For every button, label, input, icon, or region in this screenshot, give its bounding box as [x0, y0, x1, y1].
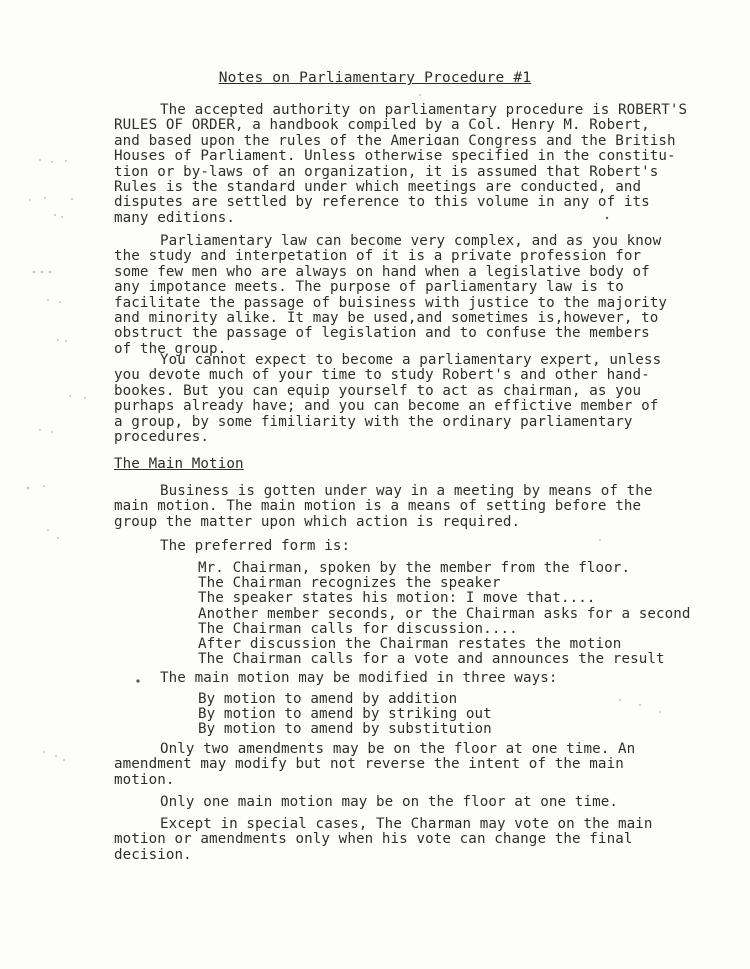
paragraph-line: bookes. But you can equip yourself to act as chairman, as you — [114, 382, 642, 399]
paragraph-line: decision. — [114, 846, 192, 863]
paragraph-line: some few men who are always on hand when a legislative body of — [114, 263, 650, 280]
procedure-step: The speaker states his motion: I move that.... — [198, 590, 596, 607]
paragraph-line: Business is gotten under way in a meeting by means of the — [160, 483, 653, 499]
paragraph-line: many editions. — [114, 209, 235, 226]
paragraph-line: facilitate the passage of buisiness with justice to the majority — [114, 294, 668, 311]
paragraph-line: RULES OF ORDER, a handbook compiled by a Col. Henry M. Robert, — [114, 117, 650, 134]
paragraph-line: tion or by-laws of an organization, it is assumed that Robert's — [114, 163, 659, 180]
section-heading: The Main Motion — [114, 456, 244, 472]
paragraph-line: purhaps already have; and you can become an effictive member of — [114, 398, 659, 415]
paragraph-line: and based upon the rules of the Ameriɑan Congress and the British — [114, 132, 676, 149]
paragraph-line: obstruct the passage of legislation and to confuse the members — [114, 325, 650, 342]
paragraph-line: of the group. — [114, 340, 227, 357]
preferred-form-label: The preferred form is: — [160, 538, 351, 554]
modify-way: By motion to amend by addition — [198, 691, 458, 707]
paragraph-line: a group, by some fimiliarity with the ordinary parliamentary — [114, 413, 633, 430]
procedure-step: The Chairman calls for discussion.... — [198, 620, 518, 637]
modify-label: The main motion may be modified in three ways: — [160, 670, 558, 686]
paragraph-line: Houses of Parliament. Unless otherwise specified in the constitu- — [114, 148, 676, 165]
procedure-step: After discussion the Chairman restates the motion — [198, 636, 622, 652]
procedure-step: The Chairman recognizes the speaker — [198, 575, 501, 592]
procedure-step: Mr. Chairman, spoken by the member from the floor. — [198, 560, 631, 576]
paragraph-line: and minority alike. It may be used,and sometimes is,however, to — [114, 310, 659, 326]
paragraph-line: disputes are settled by reference to this volume in any of its — [114, 194, 650, 211]
modify-way: By motion to amend by striking out — [198, 705, 492, 722]
paragraph-line: The accepted authority on parliamentary procedure is ROBERT'S — [160, 102, 688, 118]
paragraph-line: Rules is the standard under which meetings are conducted, and — [114, 179, 642, 195]
paragraph-line: procedures. — [114, 429, 210, 445]
paragraph-line: Only two amendments may be on the floor at one time. An — [160, 741, 636, 757]
modify-way: By motion to amend by substitution — [198, 720, 492, 737]
paragraph-line: Except in special cases, The Charman may vote on the main — [160, 816, 653, 832]
paragraph-line: you devote much of your time to study Robert's and other hand- — [114, 367, 650, 384]
procedure-step: Another member seconds, or the Chairman asks for a second — [198, 605, 691, 622]
paragraph-line: any impotance meets. The purpose of parliamentary law is to — [114, 279, 624, 296]
paragraph-line: motion. — [114, 771, 175, 788]
paragraph-line: main motion. The main motion is a means of setting before the — [114, 498, 642, 515]
paragraph-line: motion or amendments only when his vote can change the final — [114, 831, 633, 848]
paragraph-line: Only one main motion may be on the floor at one time. — [160, 794, 619, 810]
page-title: Notes on Parliamentary Procedure #1 — [218, 70, 532, 86]
procedure-step: The Chairman calls for a vote and announces the result — [198, 651, 665, 668]
paragraph-line: group the matter upon which action is required. — [114, 513, 521, 530]
paragraph-line: amendment may modify but not reverse the intent of the main — [114, 756, 624, 773]
paragraph-line: You cannot expect to become a parliamentary expert, unless — [160, 352, 662, 368]
paragraph-line: Parliamentary law can become very complex, and as you know — [160, 233, 662, 249]
paragraph-line: the study and interpetation of it is a private profession for — [114, 248, 642, 265]
